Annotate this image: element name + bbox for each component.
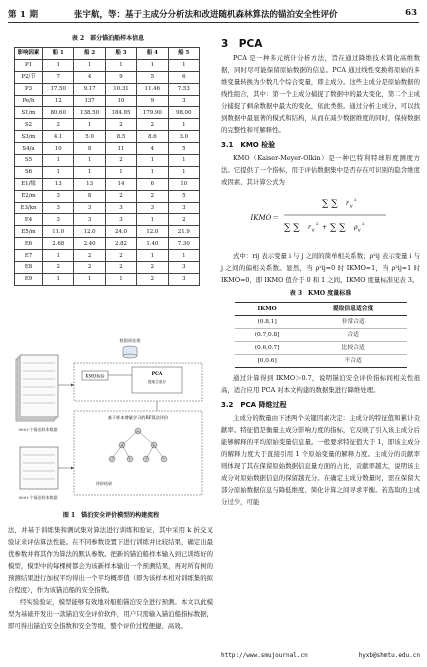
value-cell: 2 [137,273,168,285]
table2-col-header: 影响因素 [15,48,43,60]
factor-cell: P1 [15,59,43,71]
table-row [15,59,200,71]
value-cell: 1 [43,250,74,262]
footer [221,652,420,659]
value-cell: 4 [137,143,168,155]
table2-col-header: 船 2 [74,48,105,60]
value-cell: 1 [137,166,168,178]
svg-text:∑ ∑: ∑ ∑ [330,223,347,233]
value-cell: 11.0 [43,226,74,238]
pca-box-sub: 提取主成分 [148,380,166,384]
factor-cell: E7 [15,250,43,262]
sample-data-stack-icon-2 [20,447,58,489]
svg-text:+: + [322,224,328,231]
value-cell: 7 [43,71,74,83]
value-cell: 5.0 [74,131,105,143]
factor-cell: E5/m [15,226,43,238]
table-row [235,316,407,329]
svg-text:ρ: ρ [354,224,358,231]
formula-label: IKMO＝ [250,214,279,222]
value-cell: 8 [74,190,105,202]
factor-cell: E8 [15,262,43,274]
value-cell: 2 [74,250,105,262]
cell: (0.6,0.7] [235,342,300,355]
table2-header-row [15,48,200,60]
factor-cell: E3/kn [15,202,43,214]
value-cell: 5 [137,71,168,83]
left-body-text [8,524,213,632]
value-cell: 1 [74,273,105,285]
value-cell: 13 [43,178,74,190]
table3-title: 表 3 KMO 度量标准 [289,290,352,297]
value-cell: 2 [168,214,199,226]
value-cell: 1 [43,166,74,178]
value-cell: 7.30 [168,238,199,250]
table2-col-header: 船 3 [105,48,136,60]
subsection-heading-pca-process: 3.2 PCA 降维过程 [221,401,287,409]
table2-title: 表 2 部分锚泊船样本信息 [71,35,145,42]
factor-cell: E9 [15,273,43,285]
svg-text:ij: ij [350,203,353,208]
value-cell: 2 [105,190,136,202]
table-row [15,202,200,214]
value-cell: 5 [168,190,199,202]
value-cell: 3 [105,214,136,226]
table-row [15,107,200,119]
value-cell: 10 [168,178,199,190]
value-cell: 2 [137,190,168,202]
table-row [15,178,200,190]
value-cell: 3 [105,202,136,214]
value-cell: 80.60 [43,107,74,119]
factor-cell: S1/m [15,107,43,119]
factor-cell: Pe/h [15,95,43,107]
value-cell: 3 [168,273,199,285]
value-cell: 11.46 [137,83,168,95]
kmo-box-label: KMO检验 [85,373,105,379]
value-cell: 2 [105,262,136,274]
factor-cell: P3 [15,83,43,95]
table-row [15,190,200,202]
right-column [221,30,420,508]
formula-fraction [280,190,390,246]
value-cell: 1 [168,155,199,167]
rf-box-label: 基于样本增量学习的RF算法评价 [107,415,169,420]
table-row [15,238,200,250]
value-cell: 17.50 [43,83,74,95]
cell: [0,0.6] [235,355,300,368]
eval-result-label: 评价结果 [96,481,112,486]
factor-cell: S6 [15,166,43,178]
paragraph: 式中：rij 表示变量 i 与 j 之间的简单相关系数；ρ²ij 表示变量 i 与 j 之间的偏相关系数。显然，当 ρ²ij≈0 时 IKMO≈1，当 ρ²ij≈1 时 IKMO≈0，即 IKMO 值介于 0 和 1 之间。IKMO 度量标准见表 3。 [221,252,420,284]
value-cell: 1 [74,59,105,71]
value-cell: 12.0 [74,226,105,238]
cell: (0.8,1] [235,316,300,329]
value-cell: 7.53 [168,83,199,95]
figure1-flowchart [12,335,212,507]
table-row [15,71,200,83]
cell: 非常合适 [300,316,407,329]
table2-col-header: 船 1 [43,48,74,60]
value-cell: 2 [137,119,168,131]
value-cell: 1 [105,59,136,71]
value-cell: 1 [105,273,136,285]
paragraph: 法，并基于训练集和测试集对算法进行训练和验证，其中采用 k 折交叉验证来评估算法性能。在不同参数设置下进行训练并比较结果，确定出最优参数并将其作为算法的默认参数。把新的锚泊船样本输入到已训练好的模型，模型中的每棵树都会为该新样本输出一个预测结果，再对所有树的预测结果进行加权平均得出一个平均概率值（即为该样本相对训练集的拟合程度），作为该锚泊船的安全指数。 [8,526,213,594]
paragraph: KMO（Kaiser-Meyer-Olkin）是一种巴特利特球形度测度方法。它提供了一个指标，用于评估数据集中是否存在可识别的隐含维度或因素，其计算公式为 [221,154,420,186]
value-cell: 1 [168,166,199,178]
section-heading-pca: 3 PCA [221,38,263,50]
table-row [15,250,200,262]
page-number: 63 [405,8,417,18]
value-cell: 2 [43,262,74,274]
value-cell: 1 [168,59,199,71]
cell: 比较合适 [300,342,407,355]
value-cell: 1 [74,119,105,131]
random-forest-tree-icon [109,428,167,462]
database-icon [123,346,137,358]
table2-col-header: 船 5 [168,48,199,60]
paragraph: 通过计算得到 IKMO＞0.7，说明锚泊安全评价指标间相关性很高，适合应用 PCA 对本文构建的数据集进行降维处理。 [221,374,420,394]
value-cell: 12.0 [137,226,168,238]
factor-cell: E1/级 [15,178,43,190]
value-cell: 6 [168,71,199,83]
svg-text:2: 2 [316,221,320,226]
value-cell: 2.68 [43,238,74,250]
value-cell: 8.5 [105,131,136,143]
samples-label-2: 500+个锚泊样本数据 [18,495,58,500]
figure1-caption: 图 1 锚泊安全评价模型的构建流程 [62,512,160,519]
value-cell: 2 [105,155,136,167]
value-cell: 3 [168,95,199,107]
factor-cell: S5 [15,155,43,167]
value-cell: 1 [43,59,74,71]
table-row [15,131,200,143]
value-cell: 184.95 [105,107,136,119]
value-cell: 98.00 [168,107,199,119]
value-cell: 5 [168,143,199,155]
cell: 合适 [300,329,407,342]
table3-col-ikmo: IKMO [235,303,300,316]
value-cell: 179.90 [137,107,168,119]
pca-box-label: PCA [151,372,163,377]
value-cell: 2 [105,119,136,131]
factor-cell: E2/m [15,190,43,202]
svg-text:2: 2 [362,221,366,226]
factor-cell: E4 [15,214,43,226]
running-title: 张宇航，等：基于主成分分析法和改进随机森林算法的锚泊安全性评价 [74,10,338,20]
value-cell: 2 [43,119,74,131]
table-row [15,273,200,285]
value-cell: 3 [168,202,199,214]
cell: (0.7,0.8] [235,329,300,342]
value-cell: 1 [74,155,105,167]
table-row [15,83,200,95]
value-cell: 10 [43,143,74,155]
table-row [15,214,200,226]
factor-cell: S4/a [15,143,43,155]
svg-text:r: r [346,200,350,207]
value-cell: 3.0 [168,131,199,143]
table-row [235,355,407,368]
value-cell: 12 [43,95,74,107]
value-cell: 138.50 [74,107,105,119]
value-cell: 2 [74,262,105,274]
paragraph: 主成分的数量由下述两个关键因素决定：主成分的特征值和累计贡献率。特征值是衡量主成分影响力度的指标，它反映了引入该主成分后能够解释的平均原始变量信息量。一般要求特征值大于 1，即该主成分的解释力度大于直接引用 1 个原始变量的解释力度。主成分的贡献率则体现了其在保留原始数据信息量方面的占比，贡献率越大，说明该主成分对原始数据信息的保留越充分。在确定主成分数量时，需在保留大部分原始数据信息与降低维度、简化计算之间寻求平衡。若选取的主成分过少，可能 [221,414,420,506]
value-cell: 1 [168,250,199,262]
table2-col-header: 船 4 [137,48,168,60]
cell: 不合适 [300,355,407,368]
value-cell: 2 [137,262,168,274]
value-cell: 3 [43,214,74,226]
preprocess-label: 数据预处理 [119,338,141,343]
footer-url: http://www.smujournal.cn [221,652,308,659]
svg-text:ij: ij [358,227,361,232]
value-cell: 10.31 [105,83,136,95]
value-cell: 8 [74,143,105,155]
value-cell: 11 [105,143,136,155]
value-cell: 3 [137,202,168,214]
table-row [15,143,200,155]
table-row [235,329,407,342]
issue-label: 第 1 期 [8,10,39,20]
value-cell: 10 [105,95,136,107]
value-cell: 1 [137,250,168,262]
value-cell: 9 [137,95,168,107]
value-cell: 2 [105,250,136,262]
value-cell: 137 [74,95,105,107]
value-cell: 1 [137,214,168,226]
value-cell: 1 [105,166,136,178]
header-rule [8,22,419,23]
svg-text:∑ ∑: ∑ ∑ [284,223,301,233]
table-row [15,95,200,107]
svg-text:ij: ij [312,227,315,232]
kmo-formula [221,190,420,248]
table3-col-fit: 提取信息适合度 [300,303,407,316]
table-row [235,342,407,355]
value-cell: 1.40 [137,238,168,250]
footer-email: hyxb@shmtu.edu.cn [358,652,420,659]
value-cell: 1 [43,155,74,167]
svg-text:∑ ∑: ∑ ∑ [322,199,339,209]
value-cell: 2.82 [105,238,136,250]
table-row [15,119,200,131]
table-row [15,226,200,238]
table-row [15,166,200,178]
value-cell: 4.1 [43,131,74,143]
svg-text:r: r [308,224,312,231]
svg-text:2: 2 [354,197,358,202]
factor-cell: P2/节 [15,71,43,83]
factor-cell: E6 [15,238,43,250]
value-cell: 14 [105,178,136,190]
subsection-heading-kmo: 3.1 KMO 检验 [221,141,276,149]
table2 [14,47,200,286]
paragraph: PCA 是一种多元统计分析方法，旨在通过降维技术简化高维数据，同时尽可能保留原始数据的信息。PCA 通过线性变换将原始的多维变量转换为少数几个综合变量，即主成分。这些主成分是原始数据的线性组合，其中：第一个主成分捕捉了数据中的最大变化，第二个主成分捕捉了剩余数据中最大的变化，依此类推。通过分析主成分，可以找到数据中最显著的模式和结构，从而在减少数据维度的同时，保持数据的完整性和可解释性。 [221,54,420,134]
table-row [15,262,200,274]
table-row [15,155,200,167]
value-cell: 3 [43,190,74,202]
value-cell: 4 [74,71,105,83]
sample-data-stack-icon [16,355,58,421]
samples-label: 500+个锚泊样本数据 [18,427,58,432]
value-cell: 9 [105,71,136,83]
value-cell: 9.17 [74,83,105,95]
paragraph: 经实验验证，模型能够有效地对船舶锚泊安全进行预测。本文以此模型为基础开发出一款锚泊安全评价软件，用户只需输入锚泊船指标数据，即可得出锚泊安全指数和安全等级，整个评价过程便捷、高效。 [8,598,213,630]
value-cell: 3 [168,262,199,274]
value-cell: 1 [74,166,105,178]
value-cell: 2.40 [74,238,105,250]
factor-cell: S2 [15,119,43,131]
factor-cell: S3/m [15,131,43,143]
value-cell: 1 [137,155,168,167]
value-cell: 21.9 [168,226,199,238]
value-cell: 1 [168,119,199,131]
value-cell: 3 [74,214,105,226]
table3 [235,302,407,368]
value-cell: 3 [74,202,105,214]
value-cell: 1 [43,273,74,285]
value-cell: 1 [137,59,168,71]
value-cell: 3 [43,202,74,214]
value-cell: 13 [74,178,105,190]
value-cell: 24.0 [105,226,136,238]
value-cell: 6 [137,178,168,190]
value-cell: 8.6 [137,131,168,143]
